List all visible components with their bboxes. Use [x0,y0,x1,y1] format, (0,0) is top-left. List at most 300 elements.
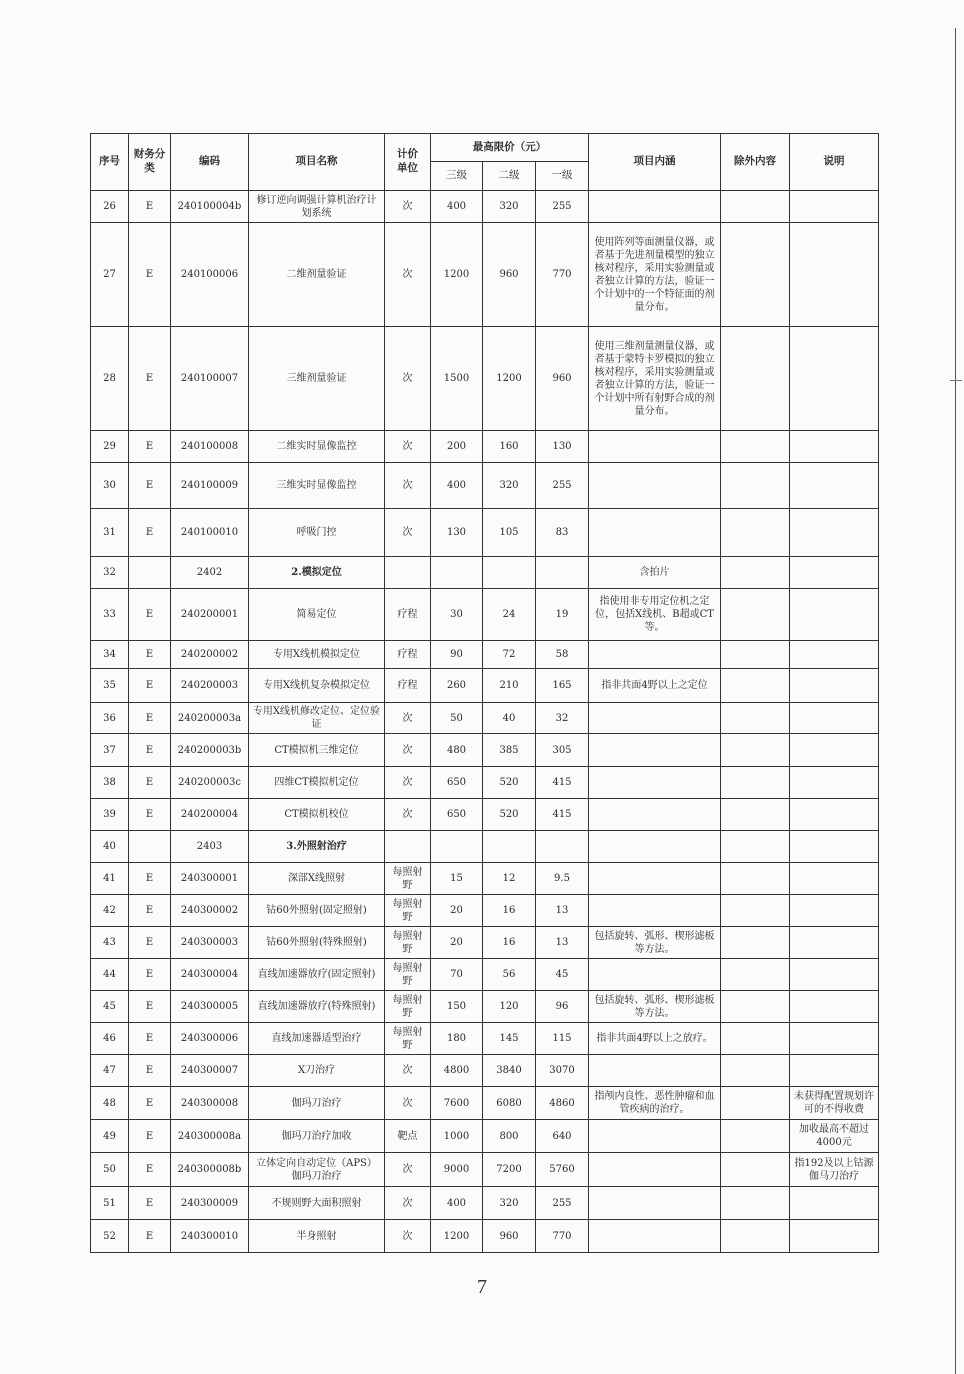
header-content: 项目内涵 [589,134,721,191]
cell-price-level1: 13 [536,895,589,927]
header-seq: 序号 [91,134,129,191]
cell-code: 240300008a [171,1120,249,1153]
cell-note [790,509,879,557]
cell-category: E [129,863,171,895]
cell-note [790,799,879,831]
cell-exclusion [721,1055,790,1087]
table-row [91,463,879,509]
cell-exclusion [721,191,790,223]
cell-content: 指非共面4野以上之定位 [589,669,721,703]
cell-code: 240100007 [171,327,249,431]
cell-category: E [129,641,171,669]
cell-category: E [129,767,171,799]
cell-price-level1: 9.5 [536,863,589,895]
cell-price-level1: 770 [536,1220,589,1253]
cell-price-level2: 960 [483,223,536,327]
cell-exclusion [721,669,790,703]
cell-price-level1: 305 [536,734,589,767]
cell-exclusion [721,327,790,431]
cell-seq: 47 [91,1055,129,1087]
cell-content: 包括旋转、弧形、楔形滤板等方法。 [589,927,721,959]
cell-code: 2402 [171,557,249,589]
cell-category: E [129,1055,171,1087]
cell-unit: 靶点 [385,1120,431,1153]
table-row [91,589,879,641]
cell-category: E [129,1220,171,1253]
cell-price-level1: 58 [536,641,589,669]
cell-price-level1: 19 [536,589,589,641]
cell-name: 三维实时显像监控 [249,463,385,509]
table-row [91,223,879,327]
cell-seq: 27 [91,223,129,327]
cell-name: 专用X线机复杂模拟定位 [249,669,385,703]
cell-category: E [129,1120,171,1153]
cell-category: E [129,991,171,1023]
cell-price-level2: 160 [483,431,536,463]
cell-price-level3: 650 [431,799,483,831]
cell-price-level2: 16 [483,927,536,959]
cell-exclusion [721,1120,790,1153]
cell-price-level1: 640 [536,1120,589,1153]
cell-price-level2: 520 [483,799,536,831]
cell-code: 240300007 [171,1055,249,1087]
cell-price-level2: 3840 [483,1055,536,1087]
cell-seq: 30 [91,463,129,509]
cell-seq: 48 [91,1087,129,1120]
price-table [90,133,879,1253]
cell-name: 不规则野大面积照射 [249,1187,385,1220]
cell-price-level3: 30 [431,589,483,641]
cell-price-level1: 3070 [536,1055,589,1087]
cell-unit: 疗程 [385,669,431,703]
cell-note [790,1187,879,1220]
cell-seq: 40 [91,831,129,863]
cell-note: 未获得配置规划许可的不得收费 [790,1087,879,1120]
cell-seq: 26 [91,191,129,223]
table-row [91,431,879,463]
cell-category: E [129,959,171,991]
cell-content [589,463,721,509]
table-row [91,327,879,431]
table-row [91,703,879,734]
cell-code: 240300009 [171,1187,249,1220]
cell-content [589,509,721,557]
cell-seq: 50 [91,1153,129,1187]
table-row [91,191,879,223]
cell-code: 240100006 [171,223,249,327]
cell-price-level2: 210 [483,669,536,703]
cell-price-level2: 320 [483,1187,536,1220]
cell-price-level3: 9000 [431,1153,483,1187]
cell-price-level2: 385 [483,734,536,767]
table-row [91,767,879,799]
cell-unit: 每照射野 [385,959,431,991]
cell-name: 简易定位 [249,589,385,641]
cell-price-level2 [483,831,536,863]
cell-price-level3: 20 [431,927,483,959]
cell-code: 240300005 [171,991,249,1023]
cell-note [790,895,879,927]
cell-note [790,1220,879,1253]
cell-code: 240200003c [171,767,249,799]
cell-name: 半身照射 [249,1220,385,1253]
cell-name: 伽玛刀治疗加收 [249,1120,385,1153]
cell-price-level1: 415 [536,767,589,799]
cell-price-level1: 115 [536,1023,589,1055]
cell-unit: 疗程 [385,589,431,641]
cell-code: 2403 [171,831,249,863]
cell-code: 240200004 [171,799,249,831]
cell-name: CT模拟机三维定位 [249,734,385,767]
header-level1: 一级 [536,162,589,191]
cell-price-level1: 5760 [536,1153,589,1187]
scan-edge-line [955,28,956,1374]
cell-unit: 次 [385,767,431,799]
cell-price-level1: 415 [536,799,589,831]
cell-price-level1: 255 [536,1187,589,1220]
cell-exclusion [721,895,790,927]
cell-unit: 次 [385,327,431,431]
cell-content [589,431,721,463]
cell-unit: 次 [385,1220,431,1253]
cell-price-level3: 400 [431,1187,483,1220]
cell-price-level3: 400 [431,191,483,223]
table-row [91,1055,879,1087]
cell-note [790,959,879,991]
cell-note [790,831,879,863]
header-unit: 计价单位 [385,134,431,191]
cell-seq: 37 [91,734,129,767]
cell-seq: 44 [91,959,129,991]
cell-content [589,831,721,863]
cell-price-level2: 105 [483,509,536,557]
cell-unit: 次 [385,509,431,557]
table-row [91,895,879,927]
cell-note [790,557,879,589]
table-row [91,959,879,991]
cell-price-level3 [431,831,483,863]
section-row [91,831,879,863]
cell-exclusion [721,831,790,863]
header-category: 财务分类 [129,134,171,191]
cell-note [790,669,879,703]
scan-edge-tick [950,380,962,381]
cell-category: E [129,1087,171,1120]
cell-price-level2: 960 [483,1220,536,1253]
cell-unit: 每照射野 [385,927,431,959]
cell-unit: 次 [385,1187,431,1220]
cell-exclusion [721,1220,790,1253]
table-row [91,1220,879,1253]
cell-price-level1: 4860 [536,1087,589,1120]
cell-price-level1: 255 [536,463,589,509]
cell-price-level2: 800 [483,1120,536,1153]
cell-note [790,1023,879,1055]
table-row [91,734,879,767]
cell-name: 直线加速器放疗(特殊照射) [249,991,385,1023]
cell-price-level2: 72 [483,641,536,669]
cell-price-level1: 45 [536,959,589,991]
cell-name: 修订逆向调强计算机治疗计划系统 [249,191,385,223]
table-row [91,991,879,1023]
page-number: 7 [477,1276,487,1298]
cell-price-level3: 90 [431,641,483,669]
cell-seq: 34 [91,641,129,669]
cell-content [589,895,721,927]
header-row [91,134,879,162]
cell-unit: 次 [385,1087,431,1120]
cell-code: 240300004 [171,959,249,991]
cell-seq: 28 [91,327,129,431]
cell-code: 240300008 [171,1087,249,1120]
cell-note [790,431,879,463]
cell-code: 240200002 [171,641,249,669]
cell-unit: 次 [385,431,431,463]
cell-seq: 38 [91,767,129,799]
cell-exclusion [721,734,790,767]
cell-name: 三维剂量验证 [249,327,385,431]
cell-price-level2: 56 [483,959,536,991]
cell-category: E [129,223,171,327]
cell-category: E [129,463,171,509]
cell-code: 240200003 [171,669,249,703]
cell-content [589,641,721,669]
cell-category: E [129,703,171,734]
table-row [91,799,879,831]
table-row [91,863,879,895]
cell-code: 240100008 [171,431,249,463]
header-note: 说明 [790,134,879,191]
cell-price-level2: 24 [483,589,536,641]
cell-note: 指192及以上钴源伽马刀治疗 [790,1153,879,1187]
cell-exclusion [721,223,790,327]
cell-content [589,1120,721,1153]
cell-name: 立体定向自动定位（APS）伽玛刀治疗 [249,1153,385,1187]
cell-name: 伽玛刀治疗 [249,1087,385,1120]
cell-exclusion [721,1187,790,1220]
cell-price-level3 [431,557,483,589]
cell-content: 指颅内良性、恶性肿瘤和血管疾病的治疗。 [589,1087,721,1120]
cell-price-level3: 7600 [431,1087,483,1120]
cell-category: E [129,799,171,831]
header-price-group: 最高限价（元） [431,134,589,162]
cell-price-level3: 1000 [431,1120,483,1153]
cell-category: E [129,895,171,927]
cell-price-level3: 1200 [431,1220,483,1253]
cell-unit: 次 [385,1055,431,1087]
cell-unit: 每照射野 [385,991,431,1023]
cell-exclusion [721,1153,790,1187]
cell-exclusion [721,991,790,1023]
section-row [91,557,879,589]
cell-seq: 42 [91,895,129,927]
cell-price-level2: 520 [483,767,536,799]
cell-code: 240200003b [171,734,249,767]
cell-category: E [129,669,171,703]
cell-unit: 次 [385,734,431,767]
table-row [91,1187,879,1220]
cell-exclusion [721,431,790,463]
cell-price-level3: 4800 [431,1055,483,1087]
cell-note [790,991,879,1023]
cell-exclusion [721,767,790,799]
cell-content [589,1187,721,1220]
cell-price-level3: 1500 [431,327,483,431]
cell-category: E [129,509,171,557]
table-row [91,927,879,959]
cell-category: E [129,927,171,959]
cell-code: 240100004b [171,191,249,223]
cell-price-level3: 70 [431,959,483,991]
cell-name: 3.外照射治疗 [249,831,385,863]
cell-note [790,641,879,669]
cell-content [589,191,721,223]
cell-price-level3: 480 [431,734,483,767]
cell-content [589,959,721,991]
cell-price-level2: 145 [483,1023,536,1055]
cell-unit: 次 [385,463,431,509]
cell-code: 240100009 [171,463,249,509]
cell-content [589,1153,721,1187]
cell-price-level2 [483,557,536,589]
cell-price-level1: 130 [536,431,589,463]
cell-note [790,191,879,223]
cell-name: 直线加速器放疗(固定照射) [249,959,385,991]
cell-exclusion [721,589,790,641]
cell-seq: 49 [91,1120,129,1153]
cell-price-level3: 20 [431,895,483,927]
cell-unit: 每照射野 [385,1023,431,1055]
cell-exclusion [721,1023,790,1055]
cell-seq: 45 [91,991,129,1023]
cell-note [790,223,879,327]
cell-note [790,863,879,895]
cell-seq: 46 [91,1023,129,1055]
cell-category [129,831,171,863]
cell-name: 直线加速器适型治疗 [249,1023,385,1055]
cell-seq: 43 [91,927,129,959]
cell-note [790,767,879,799]
cell-code: 240300002 [171,895,249,927]
cell-content [589,767,721,799]
cell-note [790,1055,879,1087]
cell-exclusion [721,641,790,669]
cell-unit: 疗程 [385,641,431,669]
cell-content [589,799,721,831]
cell-note [790,927,879,959]
cell-note [790,703,879,734]
cell-content: 包括旋转、弧形、楔形滤板等方法。 [589,991,721,1023]
cell-category: E [129,431,171,463]
cell-seq: 52 [91,1220,129,1253]
table-row [91,1153,879,1187]
table-body [91,191,879,1253]
cell-price-level1: 32 [536,703,589,734]
cell-seq: 33 [91,589,129,641]
cell-exclusion [721,557,790,589]
cell-category: E [129,1023,171,1055]
table-row [91,1087,879,1120]
cell-price-level1: 255 [536,191,589,223]
cell-code: 240300006 [171,1023,249,1055]
cell-content [589,1055,721,1087]
cell-seq: 36 [91,703,129,734]
cell-category: E [129,327,171,431]
header-exclusion: 除外内容 [721,134,790,191]
cell-seq: 39 [91,799,129,831]
cell-price-level2: 1200 [483,327,536,431]
cell-unit [385,557,431,589]
cell-note [790,463,879,509]
cell-exclusion [721,703,790,734]
cell-price-level2: 7200 [483,1153,536,1187]
cell-price-level3: 260 [431,669,483,703]
cell-content: 使用三维剂量测量仪器，或者基于蒙特卡罗模拟的独立核对程序，采用实验测量或者独立计算的方法，验证一个计划中所有射野合成的剂量分布。 [589,327,721,431]
cell-price-level2: 40 [483,703,536,734]
table-row [91,669,879,703]
cell-price-level1: 165 [536,669,589,703]
cell-seq: 29 [91,431,129,463]
cell-price-level3: 15 [431,863,483,895]
cell-category: E [129,734,171,767]
cell-name: CT模拟机校位 [249,799,385,831]
cell-content [589,734,721,767]
cell-exclusion [721,799,790,831]
cell-price-level2: 120 [483,991,536,1023]
cell-exclusion [721,463,790,509]
cell-note [790,734,879,767]
header-code: 编码 [171,134,249,191]
cell-price-level3: 1200 [431,223,483,327]
cell-unit: 次 [385,799,431,831]
cell-seq: 32 [91,557,129,589]
cell-code: 240300003 [171,927,249,959]
table-row [91,1120,879,1153]
table-row [91,1023,879,1055]
cell-price-level3: 180 [431,1023,483,1055]
cell-price-level2: 320 [483,463,536,509]
cell-seq: 51 [91,1187,129,1220]
cell-seq: 35 [91,669,129,703]
cell-price-level3: 200 [431,431,483,463]
cell-content: 指使用非专用定位机之定位，包括X线机、B超或CT等。 [589,589,721,641]
cell-name: 四维CT模拟机定位 [249,767,385,799]
cell-name: 二维剂量验证 [249,223,385,327]
header-name: 项目名称 [249,134,385,191]
cell-name: 专用X线机模拟定位 [249,641,385,669]
cell-price-level1: 83 [536,509,589,557]
cell-name: 专用X线机修改定位、定位验证 [249,703,385,734]
cell-unit: 每照射野 [385,895,431,927]
cell-price-level2: 12 [483,863,536,895]
cell-code: 240300010 [171,1220,249,1253]
cell-unit: 次 [385,223,431,327]
cell-content [589,1220,721,1253]
table-row [91,641,879,669]
cell-name: 钴60外照射(特殊照射) [249,927,385,959]
cell-code: 240300008b [171,1153,249,1187]
cell-price-level3: 50 [431,703,483,734]
cell-code: 240200003a [171,703,249,734]
cell-name: 呼吸门控 [249,509,385,557]
cell-price-level2: 16 [483,895,536,927]
cell-note: 加收最高不超过4000元 [790,1120,879,1153]
cell-price-level2: 320 [483,191,536,223]
cell-name: 二维实时显像监控 [249,431,385,463]
cell-seq: 31 [91,509,129,557]
cell-name: X刀治疗 [249,1055,385,1087]
cell-unit: 次 [385,703,431,734]
